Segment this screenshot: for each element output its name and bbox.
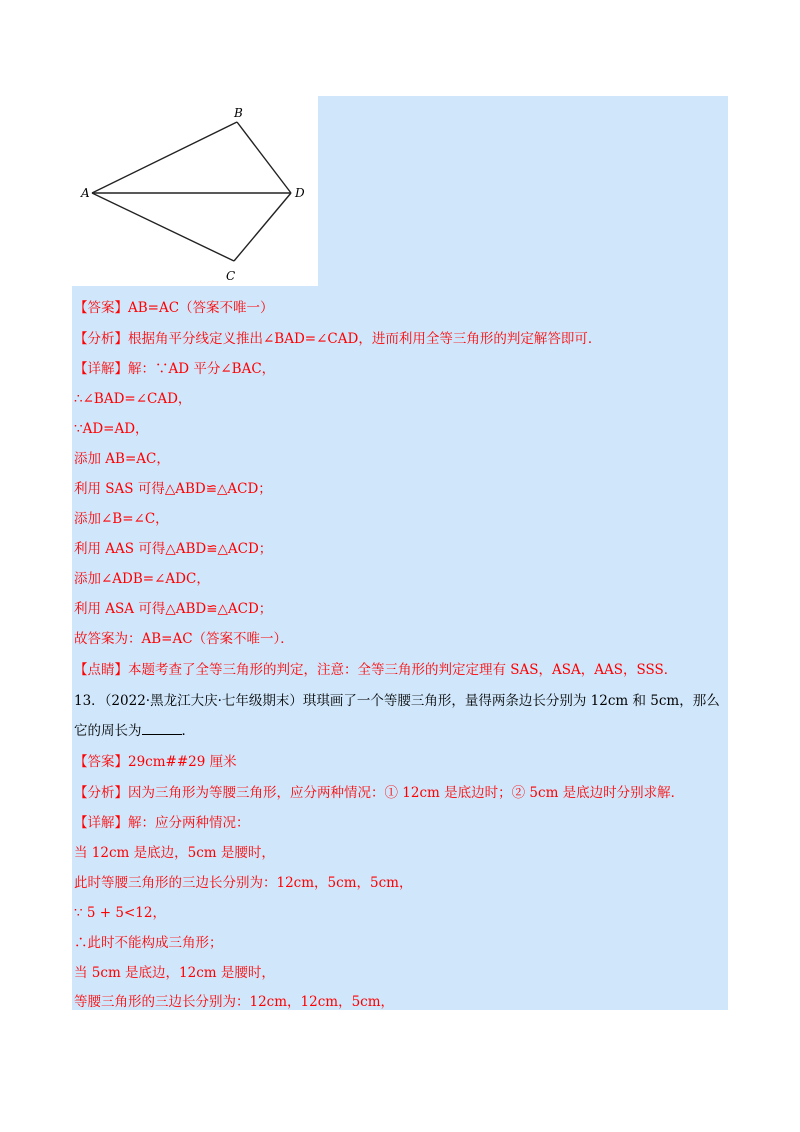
answer-blank (142, 722, 182, 735)
q12-step: 添加∠ADB=∠ADC， (74, 571, 210, 587)
label-d: D (295, 186, 305, 200)
geometry-figure (72, 96, 318, 286)
q12-detail-line (74, 360, 275, 378)
q13-step: ∵ 5 + 5<12， (74, 905, 166, 921)
content-block (72, 96, 728, 1010)
answer-text: AB=AC（答案不唯一） (128, 300, 274, 316)
analysis-text: 根据角平分线定义推出∠BAD=∠CAD，进而利用全等三角形的判定解答即可． (128, 331, 602, 347)
segment-ab (92, 122, 237, 193)
detail-tag: 【详解】 (74, 815, 128, 831)
q13-answer (74, 753, 237, 771)
q13-step: ∴此时不能构成三角形； (74, 935, 223, 951)
q12-step: ∵AD=AD， (74, 421, 149, 437)
q13-step: 等腰三角形的三边长分别为：12cm，12cm，5cm， (74, 994, 395, 1010)
segment-ac (92, 193, 234, 261)
q13-step: 当 5cm 是底边，12cm 是腰时， (74, 965, 275, 981)
analysis-tag: 【分析】 (74, 785, 128, 801)
answer-text: 29cm##29 厘米 (128, 754, 237, 770)
q12-step: 添加 AB=AC， (74, 451, 170, 467)
q12-step: ∴∠BAD=∠CAD， (74, 391, 192, 407)
detail-step: 解：∵AD 平分∠BAC， (128, 361, 276, 377)
q12-step: 故答案为：AB=AC（答案不唯一）． (74, 631, 294, 647)
q12-step: 利用 AAS 可得△ABD≌△ACD； (74, 541, 273, 557)
question-end: ． (181, 723, 195, 739)
analysis-tag: 【分析】 (74, 331, 128, 347)
label-c: C (226, 269, 236, 283)
q12-answer (74, 299, 274, 317)
q13-question-line1: 13．（2022·黑龙江大庆·七年级期末）琪琪画了一个等腰三角形，量得两条边长分别为 12cm 和 5cm，那么 (74, 693, 720, 709)
q13-analysis (74, 784, 684, 802)
segment-cd (234, 193, 291, 261)
question-text: 它的周长为 (74, 723, 142, 739)
q13-step: 此时等腰三角形的三边长分别为：12cm，5cm，5cm， (74, 875, 413, 891)
kite-diagram (72, 96, 318, 286)
comment-text: 本题考查了全等三角形的判定，注意：全等三角形的判定定理有 SAS，ASA，AAS，SSS． (128, 662, 678, 678)
detail-step: 解：应分两种情况： (128, 815, 250, 831)
answer-tag: 【答案】 (74, 300, 128, 316)
q12-step: 利用 ASA 可得△ABD≌△ACD； (74, 601, 273, 617)
q12-comment (74, 661, 677, 679)
q13-step: 当 12cm 是底边，5cm 是腰时， (74, 845, 275, 861)
label-b: B (234, 106, 243, 120)
q12-step: 添加∠B=∠C， (74, 511, 169, 527)
label-a: A (81, 186, 90, 200)
q12-analysis (74, 330, 601, 348)
q12-step: 利用 SAS 可得△ABD≌△ACD； (74, 481, 272, 497)
q13-detail-line (74, 814, 250, 832)
q13-question-line2 (74, 722, 195, 740)
detail-tag: 【详解】 (74, 361, 128, 377)
segment-bd (237, 122, 291, 193)
answer-tag: 【答案】 (74, 754, 128, 770)
analysis-text: 因为三角形为等腰三角形，应分两种情况：① 12cm 是底边时；② 5cm 是底边时分别求解． (128, 785, 685, 801)
comment-tag: 【点睛】 (74, 662, 128, 678)
